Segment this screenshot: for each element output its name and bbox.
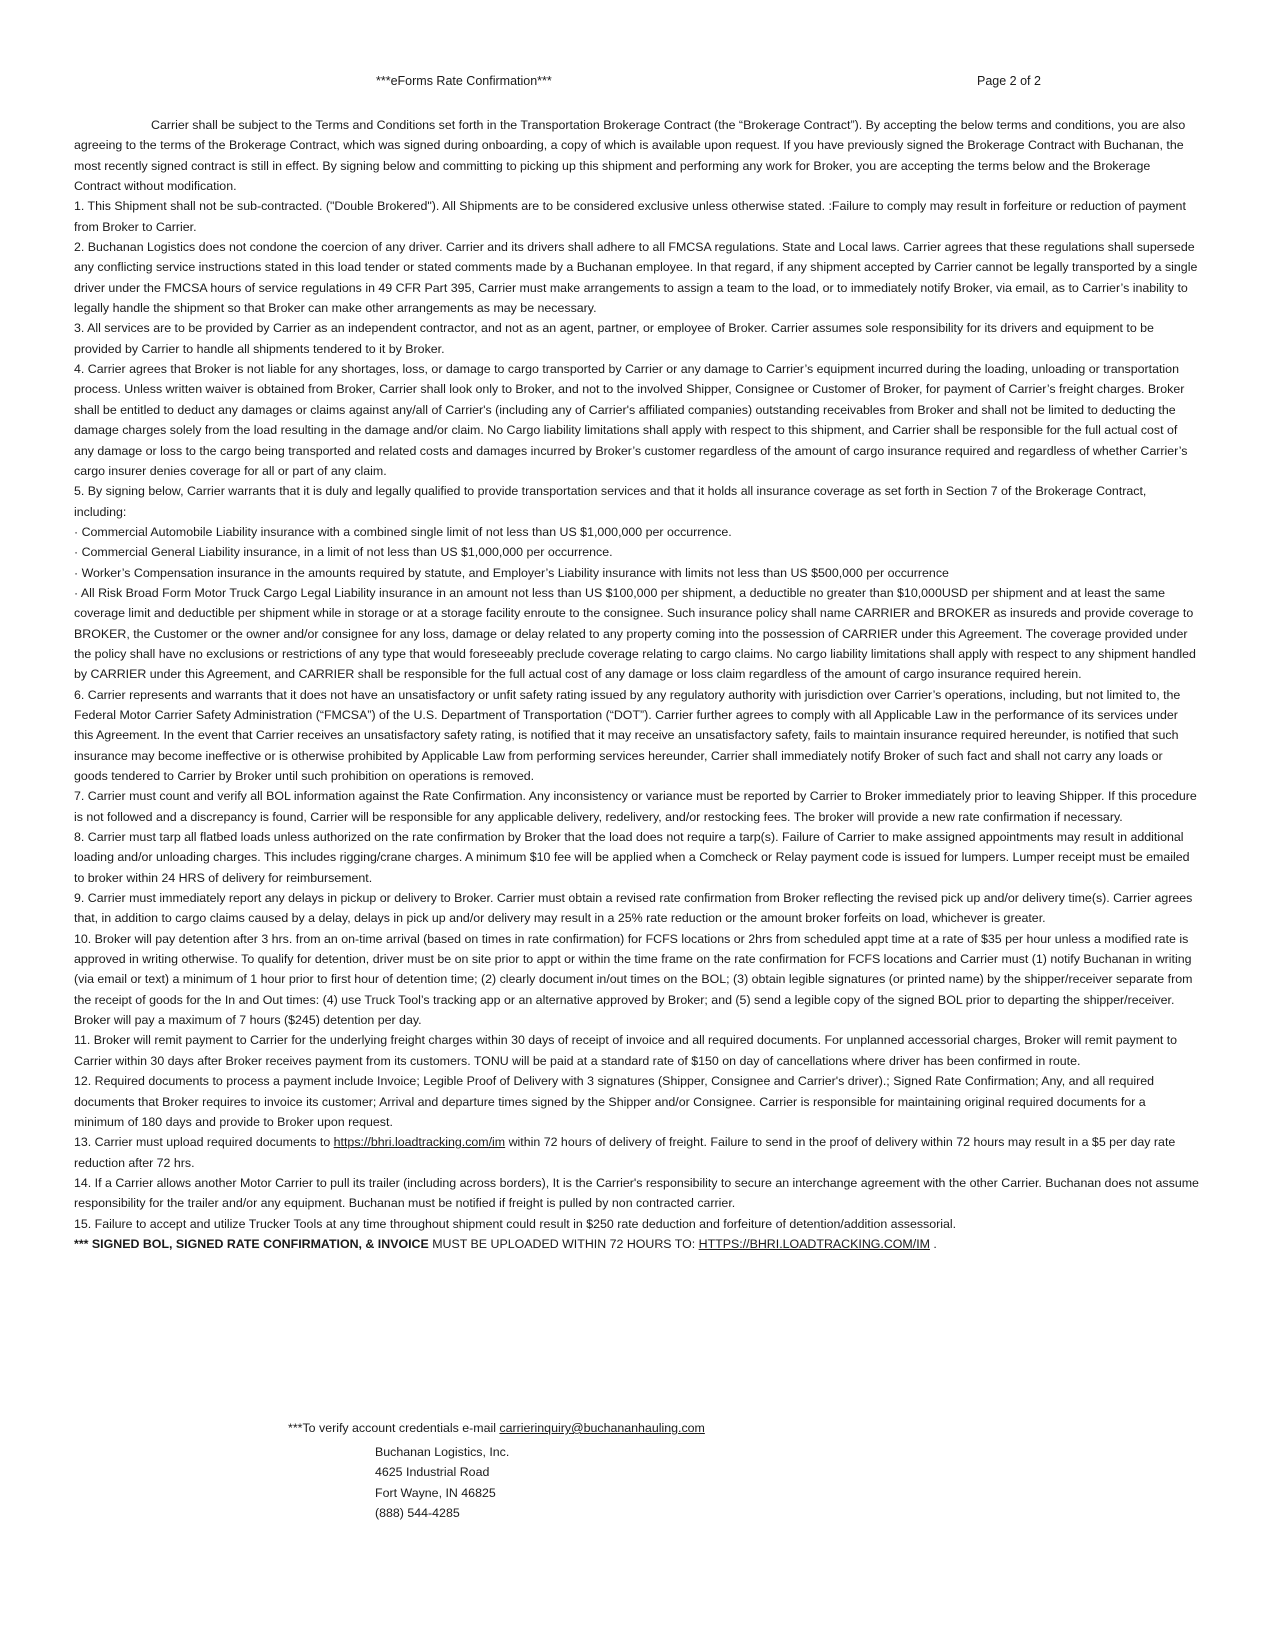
term-15: 15. Failure to accept and utilize Trucker Tools at any time throughout shipment could result in $250 rate deduction and forfeiture of detention/addition assessorial. — [74, 1216, 957, 1231]
company-phone: (888) 544-4285 — [375, 1506, 460, 1521]
term-5-auto-liability: · Commercial Automobile Liability insurance with a combined single limit of not less than US $1,000,000 per occurrence. — [74, 524, 732, 539]
company-city: Fort Wayne, IN 46825 — [375, 1485, 496, 1500]
term-8: 8. Carrier must tarp all flatbed loads unless authorized on the rate confirmation by Broker that the load does not require a tarp(s). Failure of Carrier to make assigned appointments may result in additional loading and/or unloading charges. This includes rigging/crane charges. A minimum $10 fee will be applied when a Comcheck or Relay payment code is issued for lumpers. Lumper receipt must be emailed to broker within 24 HRS of delivery for reimbursement. — [74, 830, 1190, 885]
verify-email-link[interactable]: carrierinquiry@buchananhauling.com — [499, 1421, 705, 1435]
upload-notice — [74, 1234, 1199, 1254]
company-street: 4625 Industrial Road — [375, 1465, 490, 1480]
terms-body — [74, 115, 1199, 1254]
term-7: 7. Carrier must count and verify all BOL information against the Rate Confirmation. Any inconsistency or variance must be reported by Carrier to Broker immediately prior to leaving Shipper. If this procedure is not followed and a discrepancy is found, Carrier will be responsible for any applicable delivery, redelivery, and/or restocking fees. The broker will provide a new rate confirmation if necessary. — [74, 789, 1197, 824]
term-5-general-liability: · Commercial General Liability insurance, in a limit of not less than US $1,000,000 per occurrence. — [74, 545, 613, 560]
intro-paragraph: Carrier shall be subject to the Terms and Conditions set forth in the Transportation Brokerage Contract (the “Brokerage Contract”). By accepting the below terms and conditions, you are also agreeing to the terms of the Brokerage Contract, which was signed during onboarding, a copy of which is available upon request. If you have previously signed the Brokerage Contract with Buchanan, the most recently signed contract is still in effect. By signing below and committing to picking up this shipment and performing any work for Broker, you are accepting the terms below and the Brokerage Contract without modification. — [74, 118, 1186, 194]
term-2: 2. Buchanan Logistics does not condone the coercion of any driver. Carrier and its drivers shall adhere to all FMCSA regulations. State and Local laws. Carrier agrees that these regulations shall supersede any conflicting service instructions stated in this load tender or stated comments made by a Buchanan employee. In that regard, if any shipment accepted by Carrier cannot be legally transported by a single driver under the FMCSA hours of service regulations in 49 CFR Part 395, Carrier must make arrangements to assign a team to the load, or to immediately notify Broker, via email, as to Carrier’s inability to legally handle the shipment so that Broker can make other arrangements as may be necessary. — [74, 240, 1198, 316]
term-3: 3. All services are to be provided by Carrier as an independent contractor, and not as an agent, partner, or employee of Broker. Carrier assumes sole responsibility for its drivers and equipment to be provided by Carrier to handle all shipments tendered to it by Broker. — [74, 321, 1154, 356]
term-5-workers-comp: · Worker’s Compensation insurance in the amounts required by statute, and Employer’s Liability insurance with limits not less than US $500,000 per occurrence — [74, 565, 949, 580]
term-5-cargo-liability: · All Risk Broad Form Motor Truck Cargo Legal Liability insurance in an amount not less than US $100,000 per shipment, a deductible no greater than $10,000USD per shipment and at least the same coverage limit and deductible per shipment while in storage or at a storage facility enroute to the consignee. Such insurance policy shall name CARRIER and BROKER as insureds and provide coverage to BROKER, the Customer or the owner and/or consignee for any loss, damage or delay related to any property coming into the possession of CARRIER under this Agreement. The coverage provided under the policy shall have no exclusions or restrictions of any type that would foreseeably preclude coverage relating to cargo claims. No cargo liability limitations shall apply with respect to any shipment handled by CARRIER under this Agreement, and CARRIER shall be responsible for the full actual cost of any damage or loss claim regardless of the amount of cargo insurance required herein. — [74, 585, 1196, 682]
term-10: 10. Broker will pay detention after 3 hrs. from an on-time arrival (based on times in rate confirmation) for FCFS locations or 2hrs from scheduled appt time at a rate of $35 per hour unless a modified rate is approved in writing otherwise. To qualify for detention, driver must be on site prior to appt or within the time frame on the rate confirmation for FCFS locations and Carrier must (1) notify Buchanan in writing (via email or text) a minimum of 1 hour prior to first hour of detention time; (2) clearly document in/out times on the BOL; (3) obtain legible signatures (or printed name) by the shipper/receiver separate from the receipt of goods for the In and Out times: (4) use Truck Tool’s tracking app or an alternative approved by Broker; and (5) send a legible copy of the signed BOL prior to departing the shipper/receiver. Broker will pay a maximum of 7 hours ($245) detention per day. — [74, 931, 1193, 1028]
term-12: 12. Required documents to process a payment include Invoice; Legible Proof of Delivery with 3 signatures (Shipper, Consignee and Carrier's driver).; Signed Rate Confirmation; Any, and all required documents that Broker requires to invoice its customer; Arrival and departure times signed by the Shipper and/or Consignee. Carrier is responsible for maintaining original required documents for a minimum of 180 days and provide to Broker upon request. — [74, 1074, 1155, 1129]
term-13-text-a: 13. Carrier must upload required documents to — [74, 1135, 334, 1150]
term-11: 11. Broker will remit payment to Carrier for the underlying freight charges within 30 days of receipt of invoice and all required documents. For unplanned accessorial charges, Broker will remit payment to Carrier within 30 days after Broker receives payment from its customers. TONU will be paid at a standard rate of $150 on day of cancellations where driver has been confirmed in route. — [74, 1033, 1178, 1068]
company-address-block — [375, 1442, 509, 1523]
upload-notice-text: MUST BE UPLOADED WITHIN 72 HOURS TO: — [428, 1236, 699, 1251]
term-1: 1. This Shipment shall not be sub-contracted. ("Double Brokered"). All Shipments are to be considered exclusive unless otherwise stated. :Failure to comply may result in forfeiture or reduction of payment from Broker to Carrier. — [74, 199, 1186, 234]
company-name: Buchanan Logistics, Inc. — [375, 1445, 510, 1459]
loadtracking-link[interactable]: https://bhri.loadtracking.com/im — [333, 1135, 506, 1150]
page-number: Page 2 of 2 — [977, 74, 1041, 88]
document-title: ***eForms Rate Confirmation*** — [376, 74, 552, 88]
term-13 — [74, 1132, 1199, 1173]
term-13-text-b: within 72 hours of delivery of freight. Failure to send in the proof of delivery within 72 hours may result in a $5 per day rate reduction after 72 hrs. — [74, 1135, 1176, 1170]
upload-notice-end: . — [929, 1236, 937, 1251]
term-6: 6. Carrier represents and warrants that it does not have an unsatisfactory or unfit safety rating issued by any regulatory authority with jurisdiction over Carrier’s operations, including, but not limited to, the Federal Motor Carrier Safety Administration (“FMCSA”) of the U.S. Department of Transportation (“DOT”). Carrier further agrees to comply with all Applicable Law in the performance of its services under this Agreement. In the event that Carrier receives an unsatisfactory safety rating, is notified that it may receive an unsatisfactory safety, fails to maintain insurance required hereunder, is notified that such insurance may become ineffective or is otherwise prohibited by Applicable Law from performing services hereunder, Carrier shall immediately notify Broker of such fact and shall not carry any loads or goods tendered to Carrier by Broker until such prohibition on operations is removed. — [74, 687, 1181, 783]
upload-notice-bold: *** SIGNED BOL, SIGNED RATE CONFIRMATION, & INVOICE — [74, 1236, 429, 1251]
upload-link[interactable]: HTTPS://BHRI.LOADTRACKING.COM/IM — [698, 1236, 930, 1251]
term-5: 5. By signing below, Carrier warrants that it is duly and legally qualified to provide transportation services and that it holds all insurance coverage as set forth in Section 7 of the Brokerage Contract, including: — [74, 484, 1147, 519]
term-14: 14. If a Carrier allows another Motor Carrier to pull its trailer (including across borders), It is the Carrier's responsibility to secure an interchange agreement with the other Carrier. Buchanan does not assume responsibility for the trailer and/or any equipment. Buchanan must be notified if freight is pulled by non contracted carrier. — [74, 1175, 1199, 1211]
verify-credentials-line — [288, 1421, 705, 1435]
term-4: 4. Carrier agrees that Broker is not liable for any shortages, loss, or damage to cargo transported by Carrier or any damage to Carrier’s equipment incurred during the loading, unloading or transportation process. Unless written waiver is obtained from Broker, Carrier shall look only to Broker, and not to the involved Shipper, Consignee or Customer of Broker, for payment of Carrier’s freight charges. Broker shall be entitled to deduct any damages or claims against any/all of Carrier's (including any of Carrier's affiliated companies) outstanding receivables from Broker and shall not be limited to deducting the damage charges solely from the load resulting in the damage and/or claim. No Cargo liability limitations shall apply with respect to this shipment, and Carrier shall be responsible for the full actual cost of any damage or loss to the cargo being transported and related costs and damages incurred by Broker’s customer regardless of the amount of cargo insurance required and regardless of whether Carrier’s cargo insurer denies coverage for all or part of any claim. — [74, 362, 1188, 478]
verify-text: ***To verify account credentials e-mail — [288, 1421, 500, 1435]
term-9: 9. Carrier must immediately report any delays in pickup or delivery to Broker. Carrier must obtain a revised rate confirmation from Broker reflecting the revised pick up and/or delivery time(s). Carrier agrees that, in addition to cargo claims caused by a delay, delays in pick up and/or delivery may result in a 25% rate reduction or the amount broker forfeits on load, whichever is greater. — [74, 891, 1193, 926]
